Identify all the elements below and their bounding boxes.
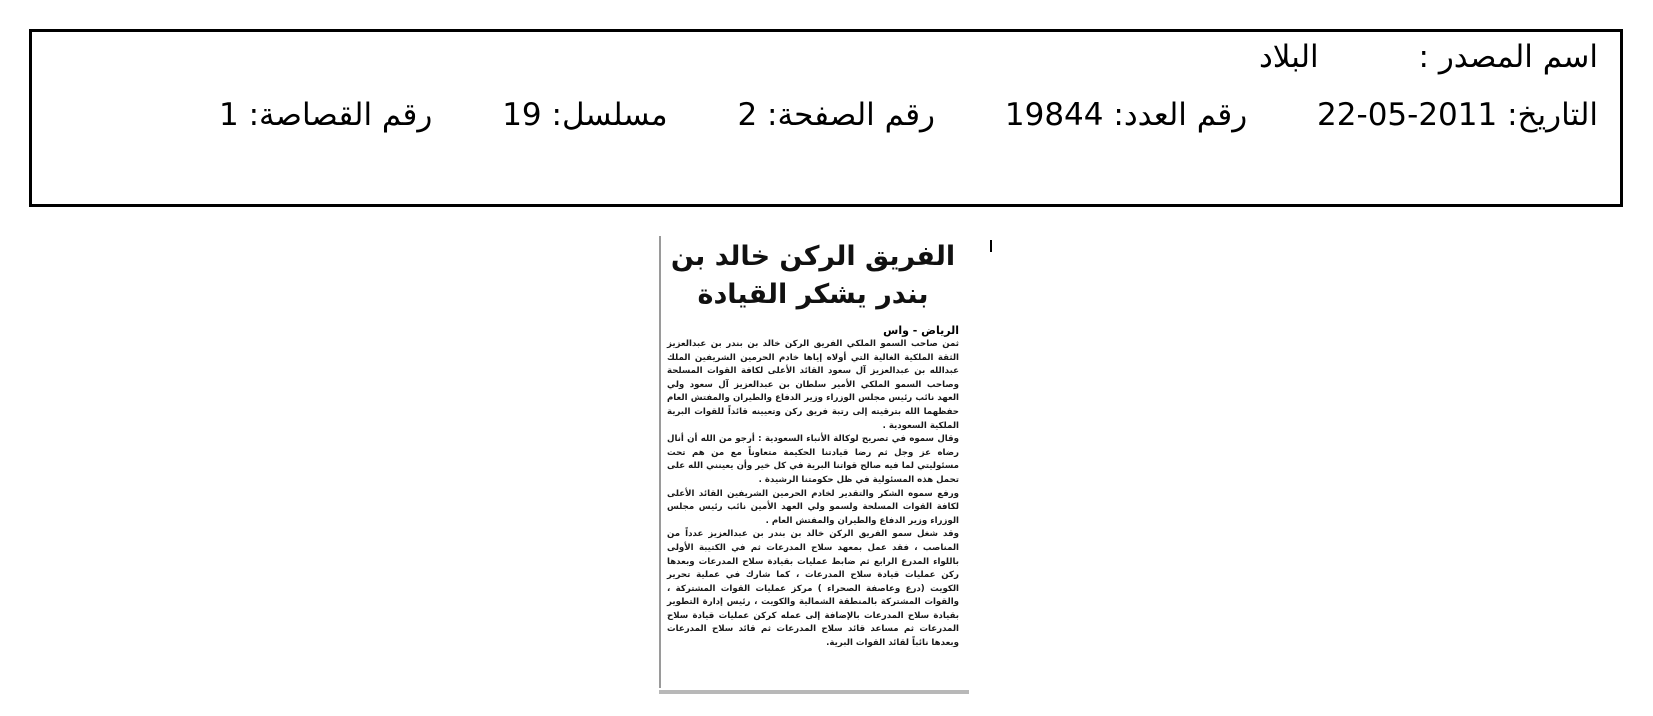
source-label: اسم المصدر : [1418,39,1598,75]
source-value: البلاد [1258,39,1319,75]
newspaper-clipping [659,236,969,696]
details-row [98,97,1598,133]
issue-number-field: رقم العدد: 19844 [1004,97,1248,133]
article-headline [667,238,959,314]
clipping-bottom-edge [659,690,969,694]
article-paragraph-1: ثمن صاحب السمو الملكي الفريق الركن خالد بن بندر بن عبدالعزيز الثقة الملكية الغالية التي أولاه إياها خادم الحرمين الشريفين الملك عبدالله بن عبدالعزيز آل سعود القائد الأعلى لكافة القوات المسلحة وصاحب السمو الملكي الأمير سلطان بن عبدالعزيز آل سعود ولي العهد نائب رئيس مجلس الوزراء وزير الدفاع والطيران والمفتش العام حفظهما الله بترقيته إلى رتبة فريق ركن وتعيينه قائداً للقوات البرية الملكية السعودية . [667,339,959,431]
clip-number-field: رقم القصاصة: 1 [219,97,433,133]
page-number-field: رقم الصفحة: 2 [737,97,936,133]
source-row [98,39,1598,75]
clipping-content [659,236,967,688]
headline-line-1: الفريق الركن خالد بن [670,241,956,272]
article-paragraph-4: وقد شغل سمو الفريق الركن خالد بن بندر بن عبدالعزيز عدداً من المناصب ، فقد عمل بمعهد سلاح المدرعات ثم في الكتيبة الأولى باللواء المدرع الرابع ثم ضابط عمليات بقيادة سلاح المدرعات وبعدها ركن عمليات قيادة سلاح المدرعات ، كما شارك في عملية تحرير الكويت (درع وعاصفة الصحراء ) مركز عمليات القوات المشتركة ، والقوات المشتركة بالمنطقة الشمالية والكويت ، رئيس إدارة التطوير بقيادة سلاح المدرعات بالإضافة إلى عمله كركن عمليات قيادة سلاح المدرعات ثم مساعد قائد سلاح المدرعات ثم قائد سلاح المدرعات وبعدها نائباً لقائد القوات البرية. [667,529,959,649]
article-paragraph-2: وقال سموه في تصريح لوكالة الأنباء السعودية : أرجو من الله أن أنال رضاه عز وجل ثم رضا قيادتنا الحكيمة متعاوناً مع من هم تحت مسئوليتي لما فيه صالح قواتنا البرية في كل خير وأن يعينني الله على تحمل هذه المسئولية في ظل حكومتنا الرشيدة . [667,434,959,485]
article-paragraph-3: ورفع سموه الشكر والتقدير لخادم الحرمين الشريفين القائد الأعلى لكافة القوات المسلحة ولسمو ولي العهد الأمين نائب رئيس مجلس الوزراء وزير الدفاع والطيران والمفتش العام . [667,488,959,526]
article-dateline: الرياض - واس [883,324,959,337]
headline-line-2: بندر يشكر القيادة [697,279,929,310]
scan-mark [990,240,992,252]
date-field: التاريخ: 2011-05-22 [1317,97,1598,133]
serial-field: مسلسل: 19 [502,97,668,133]
